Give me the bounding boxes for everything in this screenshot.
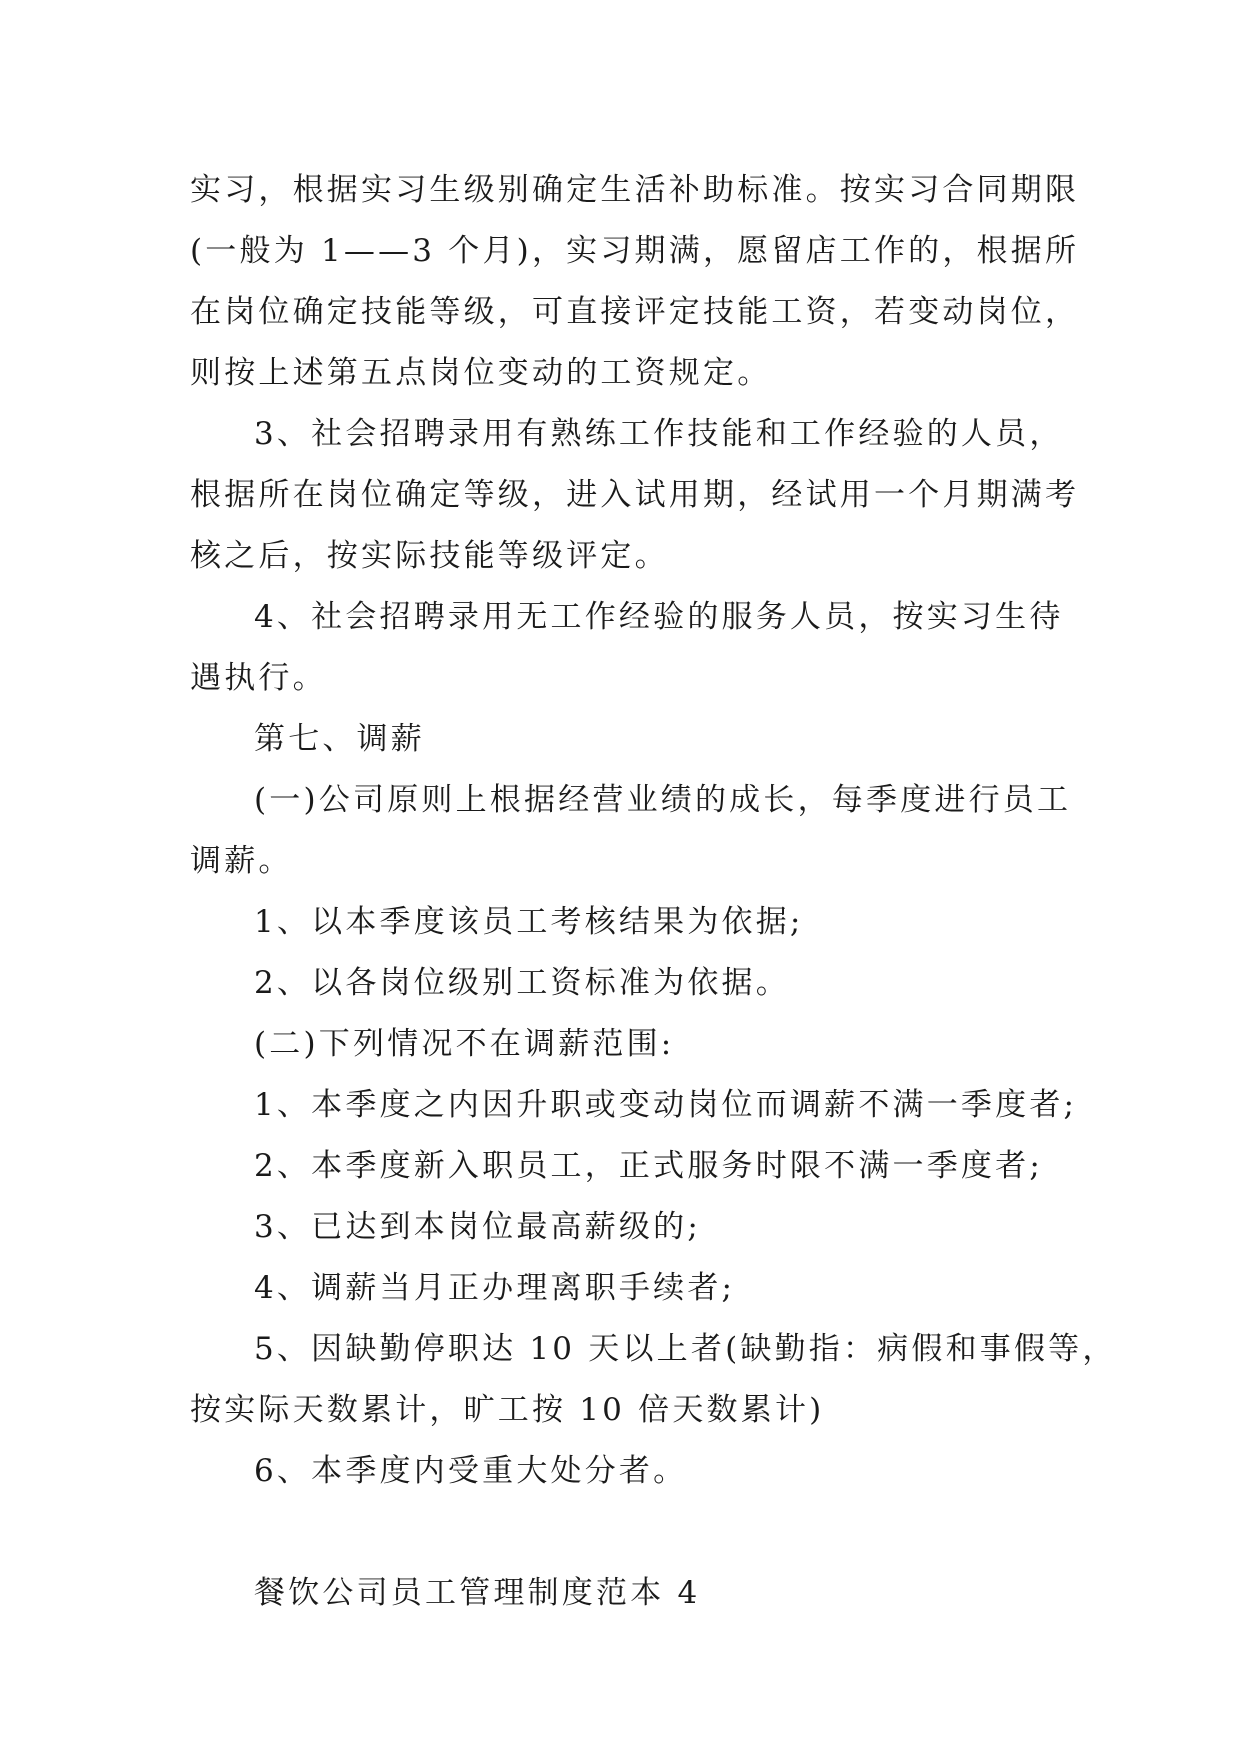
paragraph-line: 3、社会招聘录用有熟练工作技能和工作经验的人员， — [254, 416, 1064, 452]
list-item: 2、本季度新入职员工，正式服务时限不满一季度者; — [254, 1148, 1043, 1184]
list-item: 6、本季度内受重大处分者。 — [254, 1453, 688, 1489]
list-item: 5、因缺勤停职达 10 天以上者(缺勤指：病假和事假等， — [254, 1331, 1117, 1367]
paragraph-line: 遇执行。 — [190, 660, 327, 696]
paragraph-line: 在岗位确定技能等级，可直接评定技能工资，若变动岗位， — [190, 294, 1080, 330]
paragraph-line: 核之后，按实际技能等级评定。 — [190, 538, 669, 574]
paragraph-line: 调薪。 — [190, 843, 293, 879]
list-item-continuation: 按实际天数累计，旷工按 10 倍天数累计) — [190, 1392, 825, 1428]
paragraph-line: 4、社会招聘录用无工作经验的服务人员，按实习生待 — [254, 599, 1064, 635]
paragraph-line: (一般为 1——3 个月)，实习期满，愿留店工作的，根据所 — [190, 233, 1080, 269]
section-heading: 第七、调薪 — [254, 721, 425, 757]
paragraph-line: (二)下列情况不在调薪范围: — [254, 1026, 675, 1062]
list-item: 2、以各岗位级别工资标准为依据。 — [254, 965, 790, 1001]
list-item: 4、调薪当月正办理离职手续者; — [254, 1270, 736, 1306]
paragraph-line: (一)公司原则上根据经营业绩的成长，每季度进行员工 — [254, 782, 1072, 818]
paragraph-line: 根据所在岗位确定等级，进入试用期，经试用一个月期满考 — [190, 477, 1080, 513]
list-item: 1、本季度之内因升职或变动岗位而调薪不满一季度者; — [254, 1087, 1078, 1123]
paragraph-line: 实习，根据实习生级别确定生活补助标准。按实习合同期限 — [190, 172, 1080, 208]
paragraph-line: 则按上述第五点岗位变动的工资规定。 — [190, 355, 772, 391]
blank-line — [190, 1502, 1060, 1563]
next-section-title: 餐饮公司员工管理制度范本 4 — [254, 1575, 701, 1611]
document-body — [190, 160, 1117, 1624]
list-item: 1、以本季度该员工考核结果为依据; — [254, 904, 804, 940]
list-item: 3、已达到本岗位最高薪级的; — [254, 1209, 701, 1245]
